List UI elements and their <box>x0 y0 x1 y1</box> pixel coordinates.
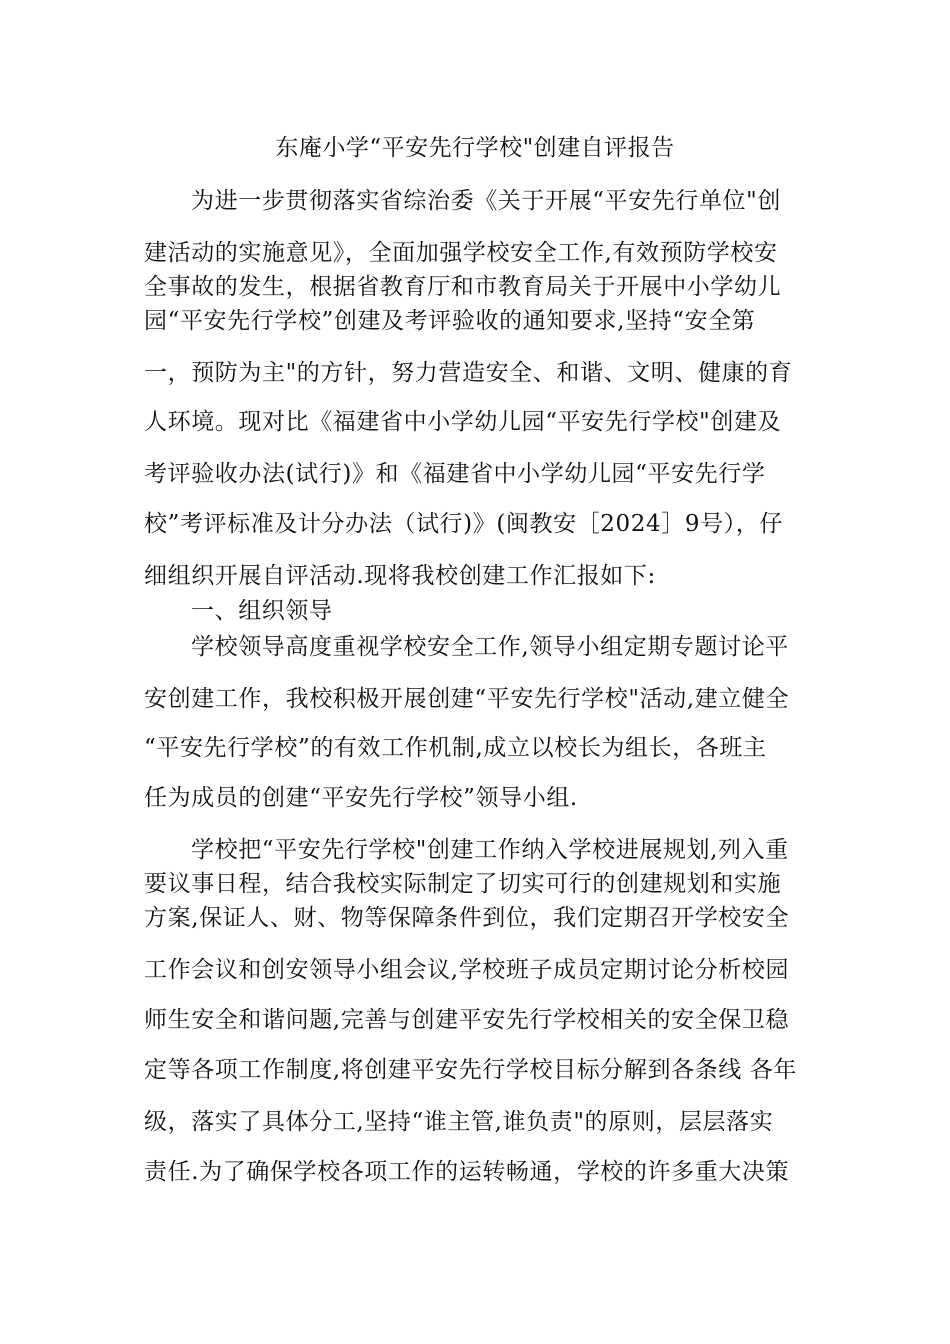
paragraph-line: 为进一步贯彻落实省综治委《关于开展“平安先行单位"创 <box>191 188 781 214</box>
paragraph-line: 责任.为了确保学校各项工作的运转畅通，学校的许多重大决策 <box>144 1159 790 1185</box>
paragraph-line: 师生安全和谐问题,完善与创建平安先行学校相关的安全保卫稳 <box>144 1007 790 1033</box>
paragraph-line: 校”考评标准及计分办法（试行)》(闽教安［2024］9号），仔 <box>144 511 783 537</box>
paragraph-line: 定等各项工作制度,将创建平安先行学校目标分解到各条线 各年 <box>144 1057 798 1083</box>
paragraph-line: 安创建工作，我校积极开展创建“平安先行学校"活动,建立健全 <box>144 686 790 712</box>
paragraph-line: 学校把“平安先行学校"创建工作纳入学校进展规划,列入重 <box>191 837 789 863</box>
paragraph-line: 工作会议和创安领导小组会议,学校班子成员定期讨论分析校园 <box>144 957 790 983</box>
paragraph-line: 要议事日程，结合我校实际制定了切实可行的创建规划和实施 <box>144 871 782 897</box>
paragraph-line: 园“平安先行学校”创建及考评验收的通知要求,坚持“安全第 <box>144 308 756 334</box>
document-title: 东庵小学“平安先行学校"创建自评报告 <box>275 135 675 161</box>
paragraph-line: 建活动的实施意见》，全面加强学校安全工作,有效预防学校安 <box>144 240 778 266</box>
paragraph-line: 级，落实了具体分工,坚持“谁主管,谁负责"的原则，层层落实 <box>144 1109 774 1135</box>
paragraph-line: 细组织开展自评活动.现将我校创建工作汇报如下: <box>144 563 656 589</box>
paragraph-line: 一，预防为主"的方针，努力营造安全、和谐、文明、健康的育 <box>144 360 793 386</box>
section-heading: 一、组织领导 <box>191 598 333 624</box>
paragraph-line: 方案,保证人、财、物等保障条件到位，我们定期召开学校安全 <box>144 905 790 931</box>
paragraph-line: 全事故的发生，根据省教育厅和市教育局关于开展中小学幼儿 <box>144 274 782 300</box>
paragraph-line: 任为成员的创建“平安先行学校”领导小组. <box>144 785 578 811</box>
paragraph-line: 人环境。现对比《福建省中小学幼儿园“平安先行学校"创建及 <box>144 409 782 435</box>
paragraph-line: “平安先行学校”的有效工作机制,成立以校长为组长，各班主 <box>144 735 767 761</box>
paragraph-line: 学校领导高度重视学校安全工作,领导小组定期专题讨论平 <box>191 634 789 660</box>
paragraph-line: 考评验收办法(试行)》和《福建省中小学幼儿园“平安先行学 <box>144 461 766 487</box>
